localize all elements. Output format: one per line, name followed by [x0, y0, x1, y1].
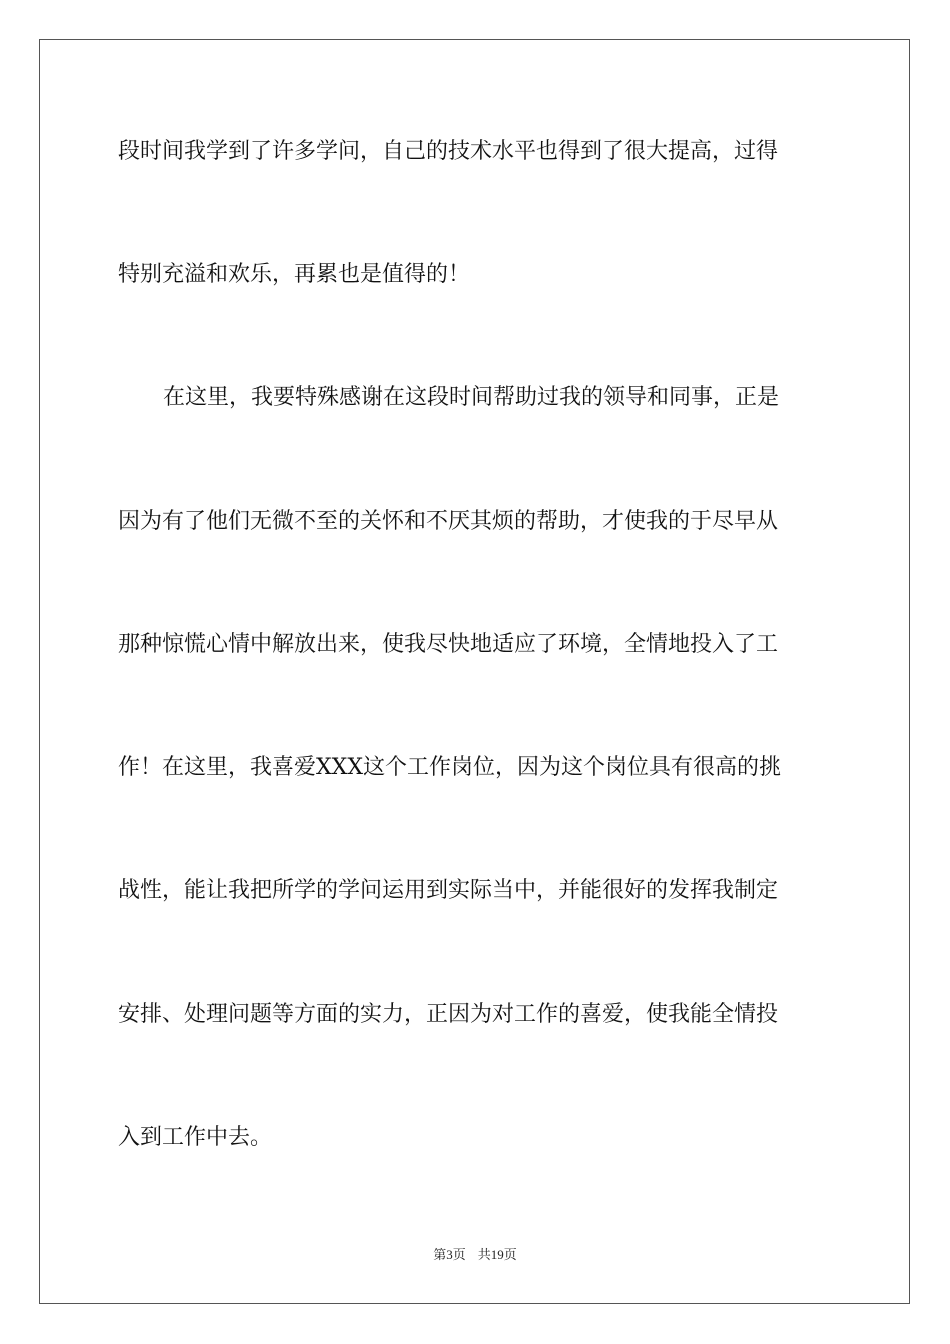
paragraph-line: 在这里，我要特殊感谢在这段时间帮助过我的领导和同事，正是: [163, 385, 780, 410]
paragraph-line: 入到工作中去。: [118, 1125, 273, 1150]
paragraph-line: 安排、处理问题等方面的实力，正因为对工作的喜爱，使我能全情投: [118, 1002, 779, 1027]
paragraph-line: 作！在这里，我喜爱XXX这个工作岗位，因为这个岗位具有很高的挑: [118, 755, 781, 780]
page-frame: [39, 39, 910, 1304]
page-number-current: 第3页: [433, 1247, 466, 1262]
paragraph-line: 特别充溢和欢乐，再累也是值得的！: [118, 262, 471, 287]
paragraph-line: 那种惊慌心情中解放出来，使我尽快地适应了环境，全情地投入了工: [118, 632, 779, 657]
page-number-total: 共19页: [477, 1247, 517, 1262]
page-footer: [0, 1246, 950, 1264]
paragraph-line: 因为有了他们无微不至的关怀和不厌其烦的帮助，才使我的于尽早从: [118, 509, 779, 534]
paragraph-line: 战性，能让我把所学的学问运用到实际当中，并能很好的发挥我制定: [118, 878, 779, 903]
paragraph-line: 段时间我学到了许多学问，自己的技术水平也得到了很大提高，过得: [118, 139, 779, 164]
